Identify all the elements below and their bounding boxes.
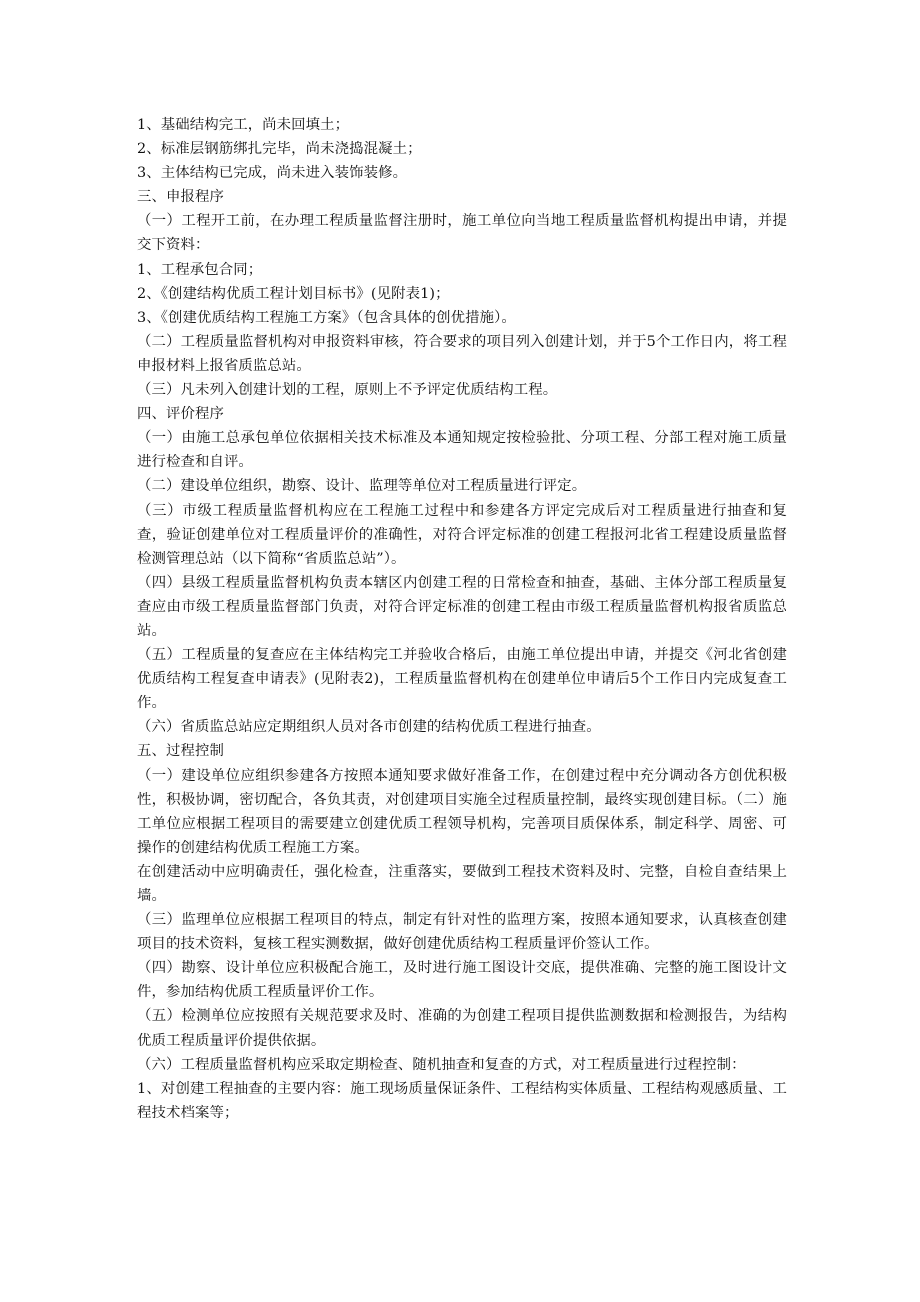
paragraph: 2、标准层钢筋绑扎完毕，尚未浇捣混凝土； bbox=[137, 141, 422, 158]
paragraph: （三）市级工程质量监督机构应在工程施工过程中和参建各方评定完成后对工程质量进行抽查和复查，验证创建单位对工程质量评价的准确性，对符合评定标准的创建工程报河北省工程建设质量监督检测管理总站（以下简称“省质监总站”）。 bbox=[137, 502, 787, 567]
paragraph: 1、工程承包合同； bbox=[137, 261, 263, 278]
paragraph: 1、基础结构完工，尚未回填土； bbox=[137, 117, 350, 133]
paragraph: （五）工程质量的复查应在主体结构完工并验收合格后，由施工单位提出申请，并提交《河北省创建优质结构工程复查申请表》(见附表2)，工程质量监督机构在创建单位申请后5个工作日内完成复查工作。 bbox=[137, 647, 787, 712]
paragraph: （六）省质监总站应定期组织人员对各市创建的结构优质工程进行抽查。 bbox=[137, 719, 601, 736]
paragraph: （一）建设单位应组织参建各方按照本通知要求做好准备工作，在创建过程中充分调动各方创优积极性，积极协调，密切配合，各负其责，对创建项目实施全过程质量控制，最终实现创建目标。（二）施工单位应根据工程项目的需要建立创建优质工程领导机构，完善项目质保体系，制定科学、周密、可操作的创建结构优质工程施工方案。 bbox=[137, 767, 787, 856]
paragraph: （二）建设单位组织，勘察、设计、监理等单位对工程质量进行评定。 bbox=[137, 478, 587, 495]
paragraph: 在创建活动中应明确责任，强化检查，注重落实，要做到工程技术资料及时、完整，自检自查结果上墙。 bbox=[137, 863, 787, 904]
paragraph: 1、对创建工程抽查的主要内容：施工现场质量保证条件、工程结构实体质量、工程结构观感质量、工程技术档案等； bbox=[137, 1080, 787, 1121]
paragraph: （一）工程开工前，在办理工程质量监督注册时，施工单位向当地工程质量监督机构提出申请，并提交下资料： bbox=[137, 213, 787, 254]
document-body bbox=[137, 113, 787, 1125]
paragraph: （二）工程质量监督机构对申报资料审核，符合要求的项目列入创建计划，并于5个工作日内，将工程申报材料上报省质监总站。 bbox=[137, 333, 787, 374]
paragraph: （一）由施工总承包单位依据相关技术标准及本通知规定按检验批、分项工程、分部工程对施工质量进行检查和自评。 bbox=[137, 430, 787, 471]
paragraph: （四）县级工程质量监督机构负责本辖区内创建工程的日常检查和抽查，基础、主体分部工程质量复查应由市级工程质量监督部门负责，对符合评定标准的创建工程由市级工程质量监督机构报省质监总站。 bbox=[137, 574, 787, 639]
paragraph: 2、《创建结构优质工程计划目标书》(见附表1)； bbox=[137, 285, 450, 302]
paragraph: （六）工程质量监督机构应采取定期检查、随机抽查和复查的方式，对工程质量进行过程控制： bbox=[137, 1056, 746, 1073]
section-heading: 五、过程控制 bbox=[137, 743, 224, 760]
paragraph: 3、主体结构已完成，尚未进入装饰装修。 bbox=[137, 165, 408, 182]
section-heading: 三、申报程序 bbox=[137, 189, 224, 206]
paragraph: 3、《创建优质结构工程施工方案》（包含具体的创优措施）。 bbox=[137, 309, 516, 326]
paragraph: （三）凡未列入创建计划的工程，原则上不予评定优质结构工程。 bbox=[137, 382, 558, 399]
section-heading: 四、评价程序 bbox=[137, 406, 224, 423]
paragraph: （四）勘察、设计单位应积极配合施工，及时进行施工图设计交底，提供准确、完整的施工图设计文件，参加结构优质工程质量评价工作。 bbox=[137, 960, 787, 1001]
paragraph: （三）监理单位应根据工程项目的特点，制定有针对性的监理方案，按照本通知要求，认真核查创建项目的技术资料，复核工程实测数据，做好创建优质结构工程质量评价签认工作。 bbox=[137, 912, 787, 953]
paragraph: （五）检测单位应按照有关规范要求及时、准确的为创建工程项目提供监测数据和检测报告，为结构优质工程质量评价提供依据。 bbox=[137, 1008, 787, 1049]
